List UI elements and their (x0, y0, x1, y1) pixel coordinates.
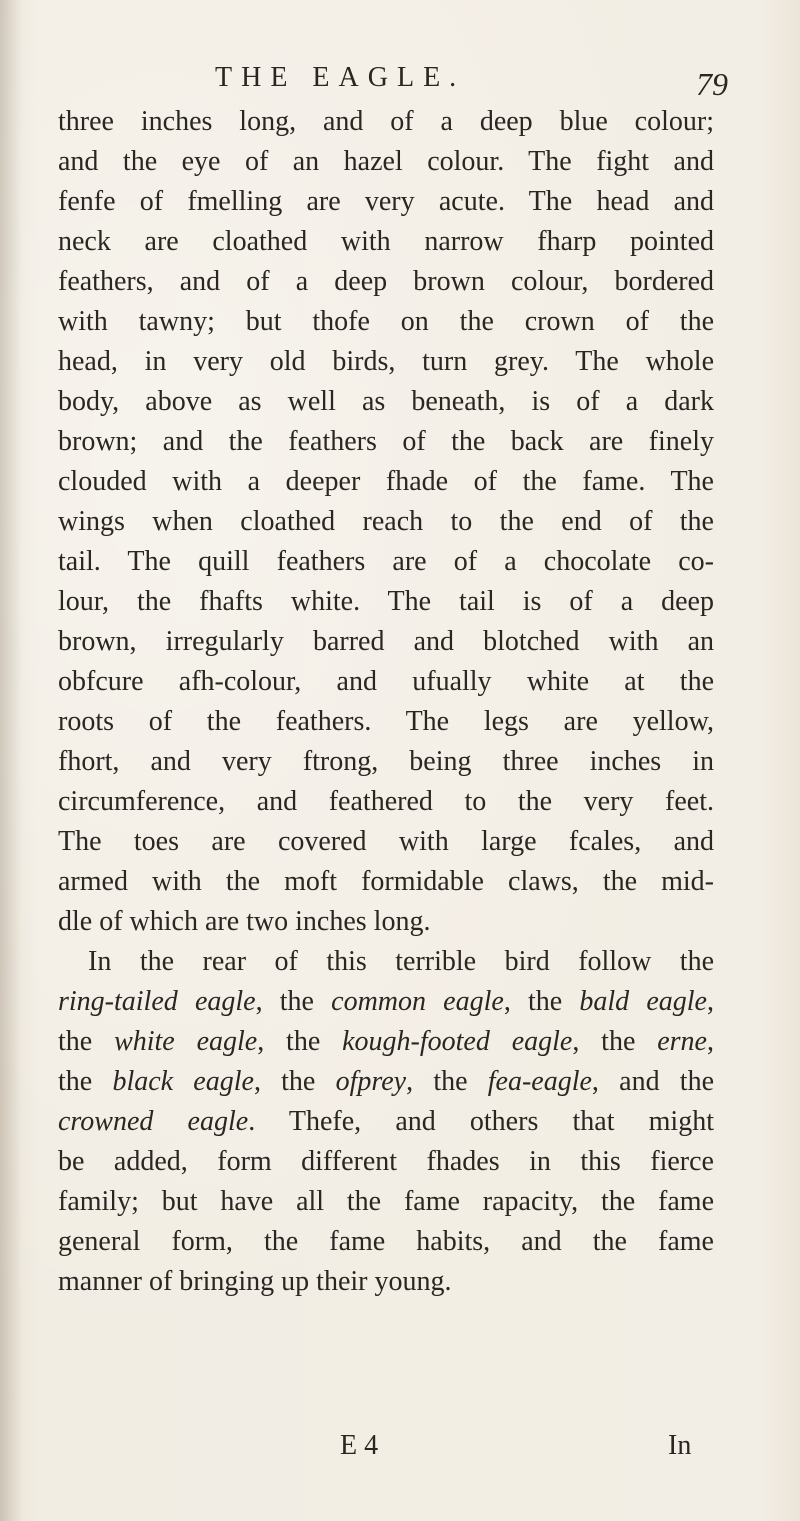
text-line: wings when cloathed reach to the end of the (58, 506, 714, 537)
signature-mark: E 4 (340, 1430, 379, 1461)
species-name: common eagle (331, 986, 504, 1017)
text-line: ring-tailed eagle, the common eagle, the bald eagle, (58, 986, 714, 1017)
text-line: roots of the feathers. The legs are yellow, (58, 706, 714, 737)
text-line: and the eye of an hazel colour. The fight and (58, 146, 714, 177)
text-line: with tawny; but thofe on the crown of the (58, 306, 714, 337)
species-name: fea-eagle (487, 1066, 592, 1097)
text-line: fhort, and very ftrong, being three inches in (58, 746, 714, 777)
body-text (58, 102, 714, 1302)
text-line: lour, the fhafts white. The tail is of a deep (58, 586, 714, 617)
text-line: family; but have all the fame rapacity, the fame (58, 1186, 714, 1217)
text-line: be added, form different fhades in this fierce (58, 1146, 714, 1177)
page-number: 79 (696, 66, 728, 102)
text-line: crowned eagle. Thefe, and others that might (58, 1106, 714, 1137)
footer-line (0, 1430, 800, 1470)
text-line: circumference, and feathered to the very feet. (58, 786, 714, 817)
paragraph-first-line: In the rear of this terrible bird follow the (88, 946, 714, 977)
species-name: bald eagle (579, 986, 707, 1017)
text-line: head, in very old birds, turn grey. The whole (58, 346, 714, 377)
text-line: brown, irregularly barred and blotched with an (58, 626, 714, 657)
text-line: tail. The quill feathers are of a chocolate co- (58, 546, 714, 577)
text-line: feathers, and of a deep brown colour, bordered (58, 266, 714, 297)
text-line: the white eagle, the kough-footed eagle, the erne, (58, 1026, 714, 1057)
text-line: clouded with a deeper fhade of the fame. The (58, 466, 714, 497)
species-name: kough-footed eagle (342, 1026, 573, 1057)
species-name: black eagle (112, 1066, 254, 1097)
catchword: In (668, 1430, 692, 1461)
text-line: obfcure afh-colour, and ufually white at the (58, 666, 714, 697)
species-name: white eagle (114, 1026, 258, 1057)
text-line: body, above as well as beneath, is of a dark (58, 386, 714, 417)
text-line: neck are cloathed with narrow fharp pointed (58, 226, 714, 257)
text-line: The toes are covered with large fcales, and (58, 826, 714, 857)
text-line: general form, the fame habits, and the fame (58, 1226, 714, 1257)
text-line: three inches long, and of a deep blue colour; (58, 106, 714, 137)
species-name: ring-tailed eagle (58, 986, 256, 1017)
species-name: ofprey (335, 1066, 407, 1097)
text-line: manner of bringing up their young. (58, 1266, 452, 1297)
species-name: erne (657, 1026, 707, 1057)
text-line: brown; and the feathers of the back are finely (58, 426, 714, 457)
running-head (0, 58, 800, 102)
gutter-shadow (0, 0, 22, 1521)
running-head-title: THE EAGLE. (215, 62, 466, 93)
species-name: crowned eagle (58, 1106, 249, 1137)
text-line: dle of which are two inches long. (58, 906, 431, 937)
text-line: fenfe of fmelling are very acute. The head and (58, 186, 714, 217)
text-line: the black eagle, the ofprey, the fea-eagle, and the (58, 1066, 714, 1097)
text-line: armed with the moft formidable claws, the mid- (58, 866, 714, 897)
